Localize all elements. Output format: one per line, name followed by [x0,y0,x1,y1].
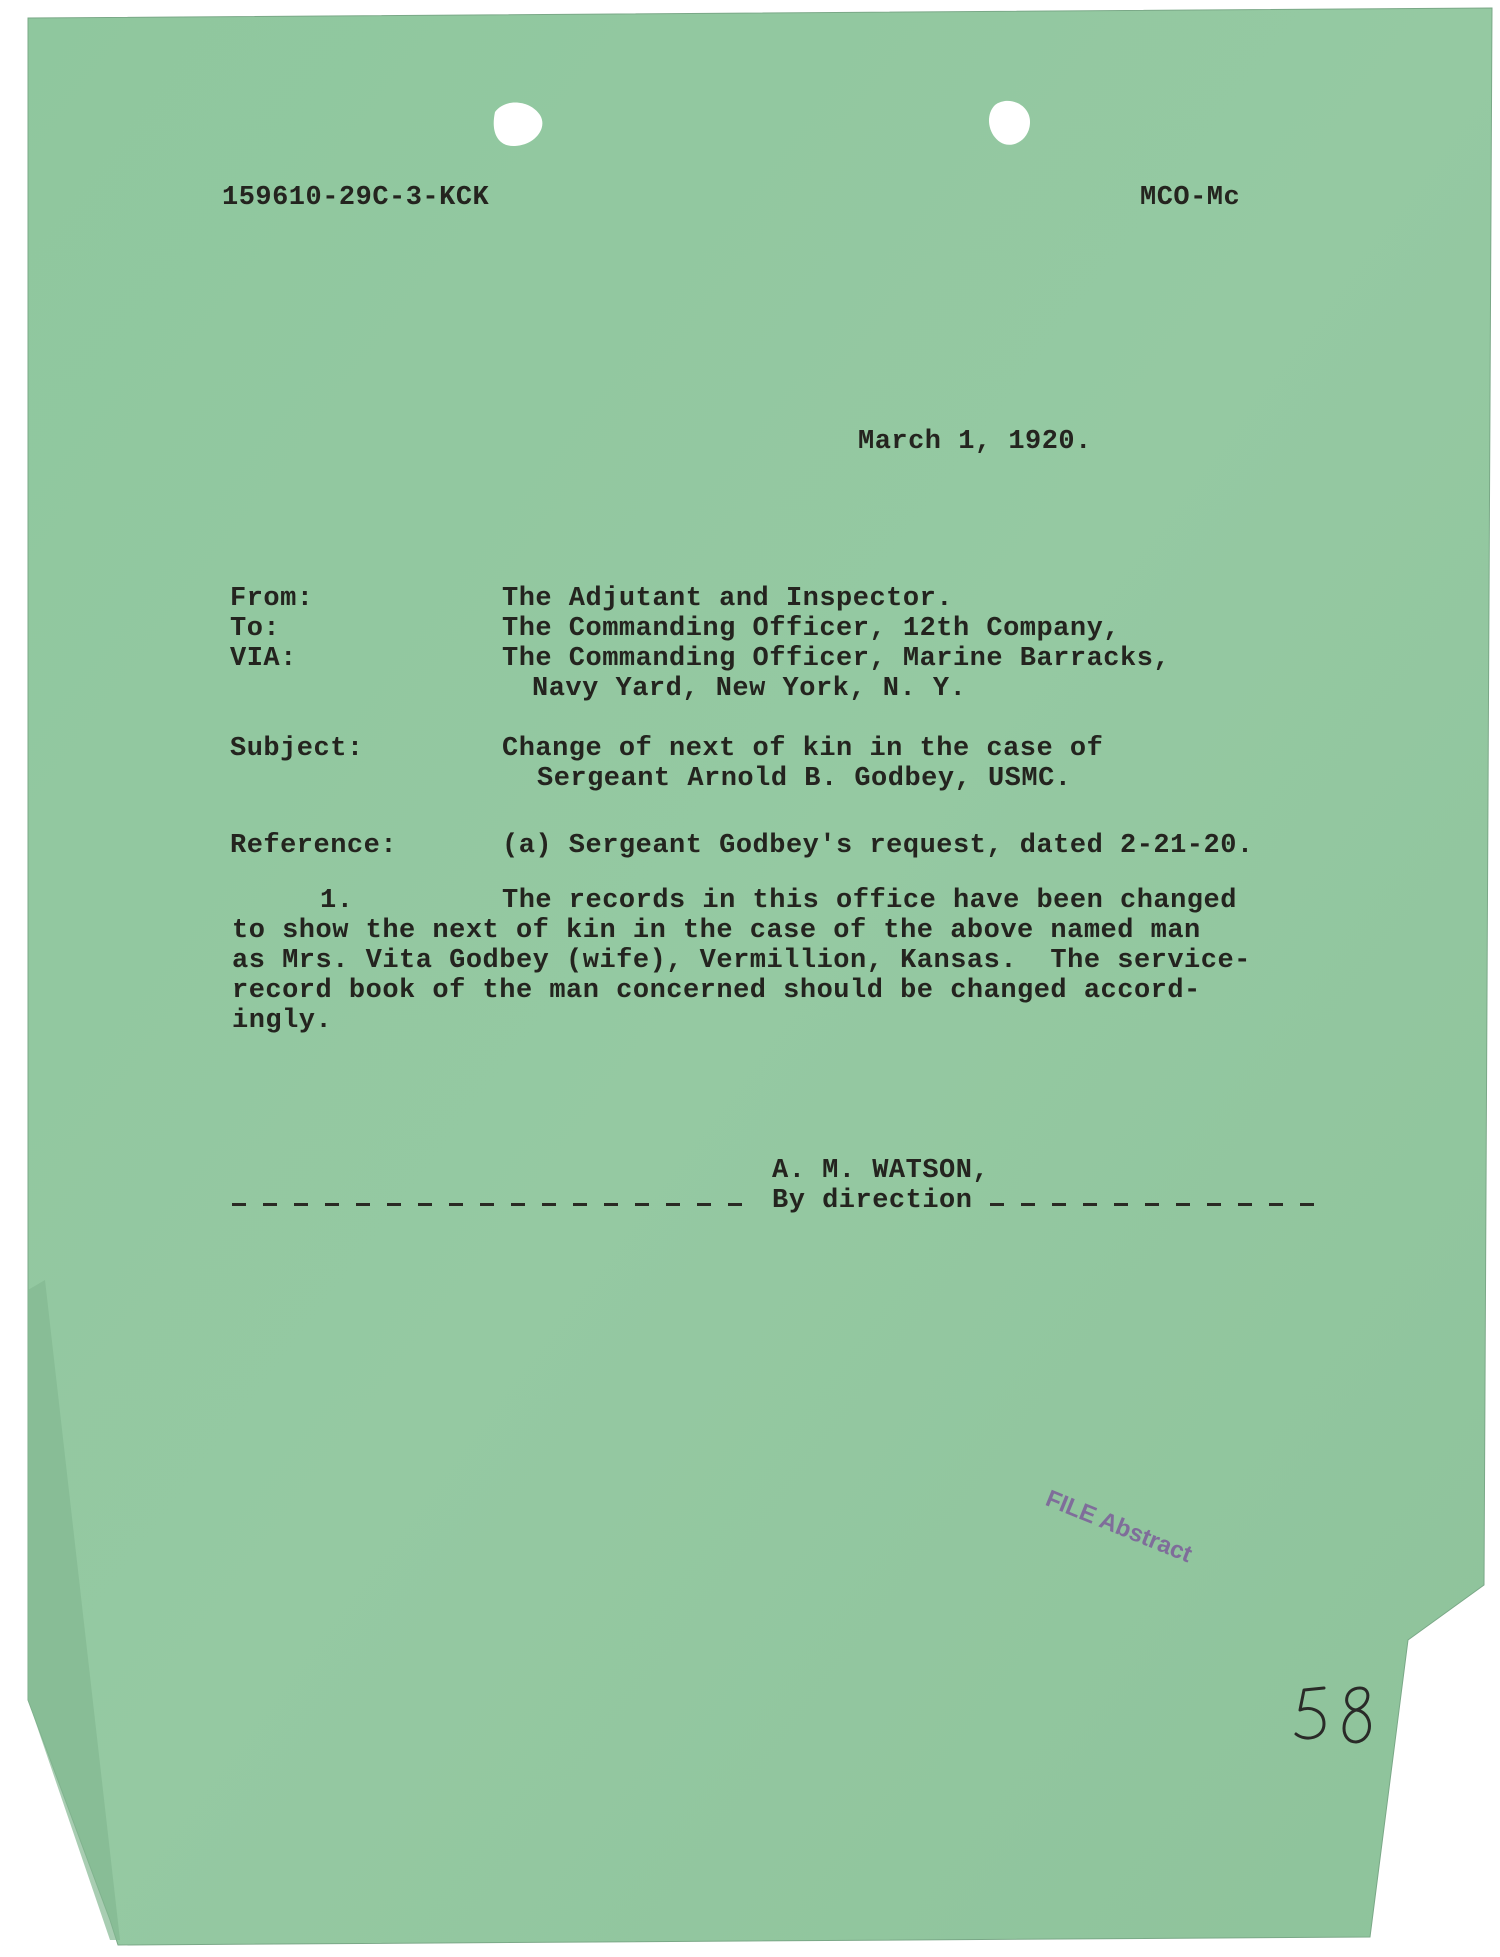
body-line: ingly. [232,1006,333,1036]
to-label: To: [230,614,281,644]
from-label: From: [230,584,314,614]
body-line: as Mrs. Vita Godbey (wife), Vermillion, Kansas. The service- [232,946,1251,976]
via-value-line2: Navy Yard, New York, N. Y. [532,674,967,704]
page-mark-text: 58 [1290,1680,1292,1681]
handwritten-page-number [1290,1680,1400,1750]
signature-direction: By direction [772,1186,973,1216]
typist-initials: MCO-Mc [1140,183,1241,213]
file-stamp: FILE Abstract [1041,1485,1196,1569]
paragraph-number: 1. [320,886,354,916]
to-value: The Commanding Officer, 12th Company, [502,614,1120,644]
subject-label: Subject: [230,734,364,764]
dashed-rule-left [232,1203,752,1206]
letter-date: March 1, 1920. [858,427,1092,457]
file-code: 159610-29C-3-KCK [222,183,490,213]
subject-line1: Change of next of kin in the case of [502,734,1104,764]
reference-value: (a) Sergeant Godbey's request, dated 2-21-20. [502,831,1254,861]
body-line: to show the next of kin in the case of the above named man [232,916,1201,946]
dashed-rule-right [990,1203,1315,1206]
via-label: VIA: [230,644,297,674]
body-line: The records in this office have been changed [502,886,1237,916]
signature-name: A. M. WATSON, [772,1156,990,1186]
reference-label: Reference: [230,831,398,861]
body-line: record book of the man concerned should be changed accord- [232,976,1201,1006]
from-value: The Adjutant and Inspector. [502,584,953,614]
via-value-line1: The Commanding Officer, Marine Barracks, [502,644,1171,674]
subject-line2: Sergeant Arnold B. Godbey, USMC. [537,764,1072,794]
